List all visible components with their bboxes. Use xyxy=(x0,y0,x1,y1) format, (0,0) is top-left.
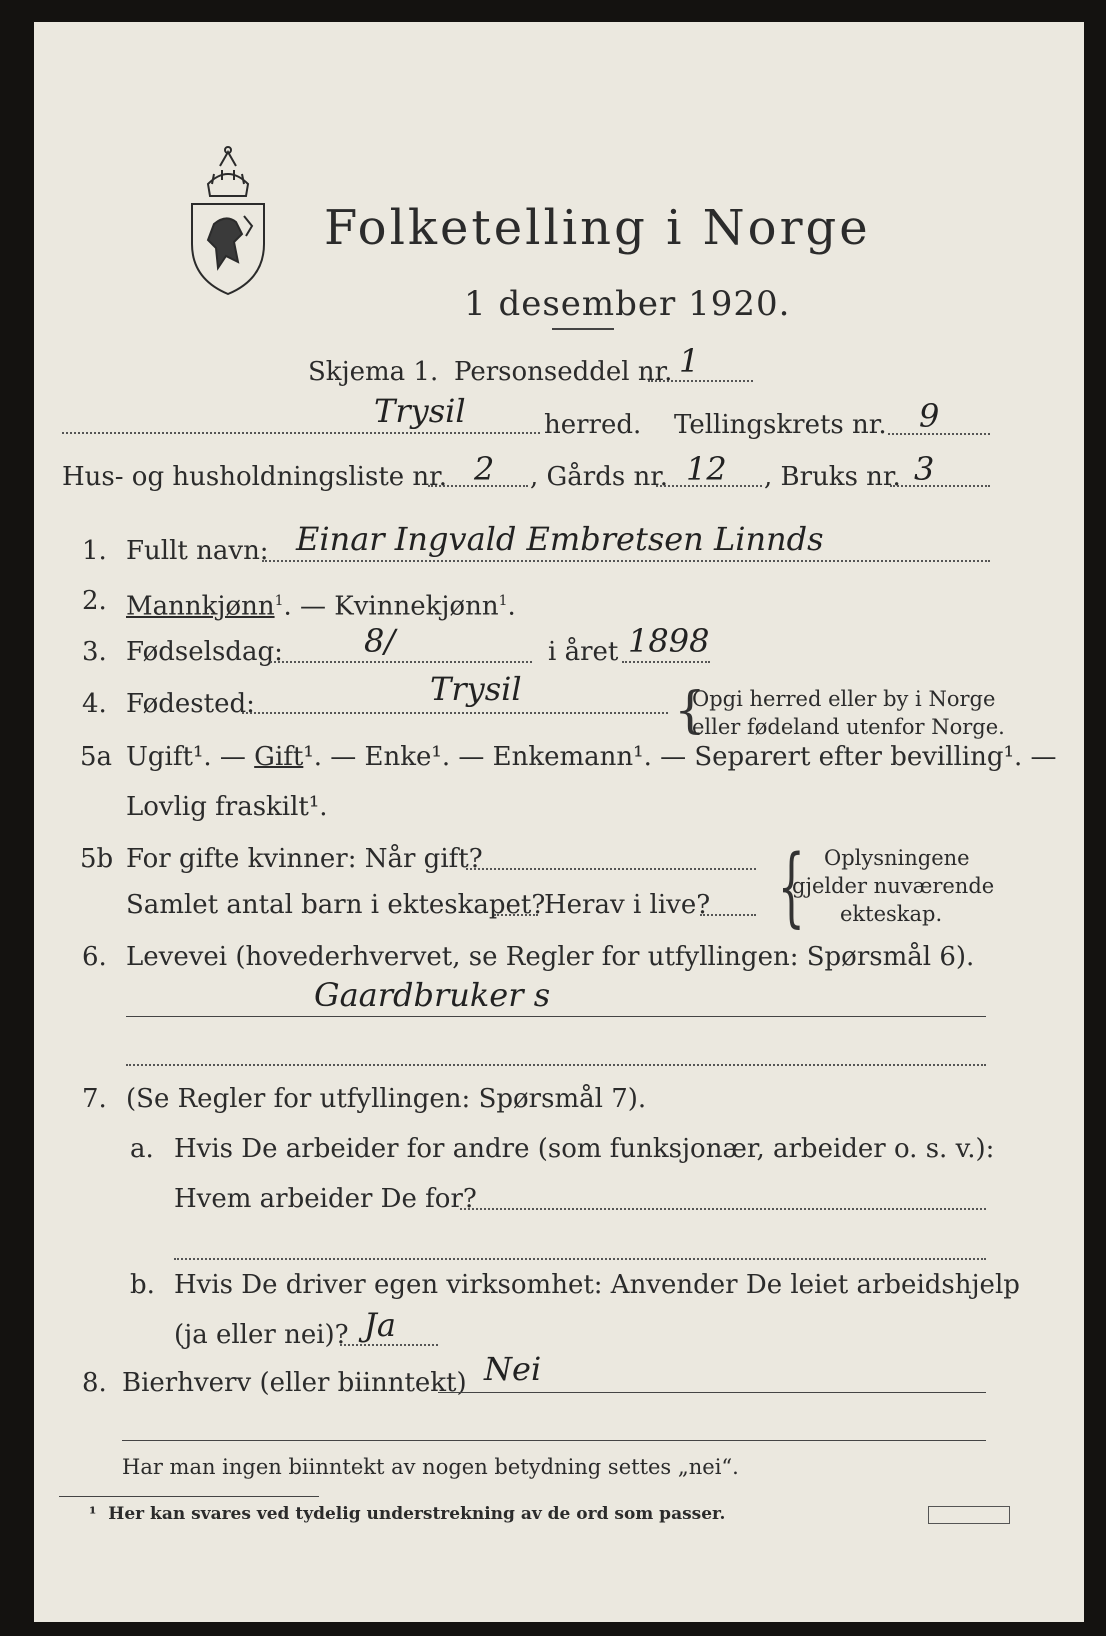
q4-note-line2: eller fødeland utenfor Norge. xyxy=(692,715,1005,739)
q7b-line xyxy=(340,1344,438,1346)
q5b-number: 5b xyxy=(80,844,114,874)
personseddel-label: Personseddel nr. xyxy=(454,357,673,387)
q7-number: 7. xyxy=(82,1084,107,1114)
q5b-note-line1: Oplysningene xyxy=(824,846,970,870)
footnote xyxy=(89,1504,725,1524)
q8-line1 xyxy=(438,1392,986,1393)
q2-footnote-mark-1: 1 xyxy=(274,593,284,609)
herred-value: Trysil xyxy=(374,392,466,430)
q4-number: 4. xyxy=(82,689,107,719)
q3-day-line xyxy=(270,661,532,663)
q7b-text: Hvis De driver egen virksomhet: Anvender De leiet arbeidshjelp xyxy=(174,1270,1020,1300)
husholdning-label: Hus- og husholdningsliste nr. xyxy=(62,462,448,492)
biinntekt-note: Har man ingen biinntekt av nogen betydning settes „nei“. xyxy=(122,1455,739,1479)
q7b-question: (ja eller nei)? xyxy=(174,1320,349,1350)
q1-value: Einar Ingvald Embretsen Linnds xyxy=(296,520,824,558)
q2-footnote-mark-2: 1 xyxy=(498,593,508,609)
q5a-line2: Lovlig fraskilt¹. xyxy=(126,792,328,822)
q8-label: Bierhverv (eller biinntekt) xyxy=(122,1368,467,1398)
tellingskrets-value: 9 xyxy=(919,397,940,435)
q5b-note-line3: ekteskap. xyxy=(840,902,943,926)
q7b-value: Ja xyxy=(364,1306,396,1344)
form-title: Folketelling i Norge xyxy=(324,200,871,256)
bruks-line xyxy=(890,485,990,487)
q8-number: 8. xyxy=(82,1368,107,1398)
q7a-line1 xyxy=(460,1208,986,1210)
personseddel-line xyxy=(648,380,753,382)
q5a-separator: ¹. — xyxy=(192,742,255,772)
gards-value: 12 xyxy=(686,450,727,488)
q7a-letter: a. xyxy=(130,1134,154,1164)
q3-year-value: 1898 xyxy=(628,622,710,660)
q5a-options xyxy=(126,742,1057,772)
q8-line2 xyxy=(122,1440,986,1441)
q3-number: 3. xyxy=(82,637,107,667)
q7a-question: Hvem arbeider De for? xyxy=(174,1184,477,1214)
q6-label: Levevei (hovederhvervet, se Regler for utfyllingen: Spørsmål 6). xyxy=(126,942,975,972)
q5a-other-options: ¹. — Enke¹. — Enkemann¹. — Separert efter bevilling¹. — xyxy=(303,742,1057,772)
q5b-line2a: Samlet antal barn i ekteskapet? xyxy=(126,890,546,920)
q5a-gift-option: Gift xyxy=(254,742,304,772)
q7a-text: Hvis De arbeider for andre (som funksjonær, arbeider o. s. v.): xyxy=(174,1134,995,1164)
q2-male-option: Mannkjønn xyxy=(126,591,275,622)
q3-year-label: i året xyxy=(548,637,619,667)
q5b-note-line2: gjelder nuværende xyxy=(792,874,995,898)
printer-stamp xyxy=(928,1506,1010,1524)
q2-end: . xyxy=(507,591,516,622)
q3-year-line xyxy=(622,661,710,663)
q1-line xyxy=(262,560,990,562)
gards-label: , Gårds nr. xyxy=(530,462,669,492)
q2-separator: . — xyxy=(283,591,335,622)
herred-line xyxy=(62,432,540,434)
bruks-label: , Bruks nr. xyxy=(764,462,901,492)
schema-label: Skjema 1. xyxy=(308,357,439,387)
q4-line xyxy=(242,712,668,714)
footnote-divider xyxy=(59,1496,319,1497)
husholdning-value: 2 xyxy=(474,450,495,488)
tellingskrets-label: Tellingskrets nr. xyxy=(674,410,887,440)
q7b-letter: b. xyxy=(130,1270,155,1300)
q5b-line2b: Herav i live? xyxy=(544,890,711,920)
q5b-note-brace: { xyxy=(777,837,806,937)
q2-options xyxy=(126,586,516,622)
census-date: 1 desember 1920. xyxy=(464,284,791,324)
herred-label: herred. xyxy=(544,410,642,440)
q1-label: Fullt navn: xyxy=(126,536,269,566)
census-form xyxy=(34,22,1084,1622)
q2-number: 2. xyxy=(82,586,107,616)
q3-label: Fødselsdag: xyxy=(126,637,283,667)
q6-value: Gaardbruker s xyxy=(314,976,551,1014)
q2-female-option: Kvinnekjønn xyxy=(334,591,499,622)
personseddel-value: 1 xyxy=(679,342,700,380)
q5b-line2a-fill xyxy=(494,914,538,916)
q6-line1 xyxy=(126,1016,986,1017)
q7a-line2 xyxy=(174,1258,986,1260)
bruks-value: 3 xyxy=(914,450,935,488)
q5b-line2b-fill xyxy=(700,914,756,916)
q4-note-brace: { xyxy=(674,681,706,739)
q3-day-value: 8/ xyxy=(364,622,396,660)
q4-note-line1: Opgi herred eller by i Norge xyxy=(692,687,996,711)
q5a-number: 5a xyxy=(80,742,113,772)
q7-label: (Se Regler for utfyllingen: Spørsmål 7). xyxy=(126,1084,647,1114)
title-divider xyxy=(552,328,614,330)
norwegian-coat-of-arms-icon xyxy=(186,144,270,299)
q5b-line1: For gifte kvinner: Når gift? xyxy=(126,844,483,874)
q4-value: Trysil xyxy=(430,670,522,708)
q6-number: 6. xyxy=(82,942,107,972)
q1-number: 1. xyxy=(82,536,107,566)
footnote-text: Her kan svares ved tydelig understrekning av de ord som passer. xyxy=(108,1504,726,1524)
q6-line2 xyxy=(126,1064,986,1066)
q5a-ugift-option: Ugift xyxy=(126,742,193,772)
footnote-mark: ¹ xyxy=(89,1504,97,1524)
q4-label: Fødested: xyxy=(126,689,255,719)
q5b-line1-fill xyxy=(466,868,756,870)
q8-value: Nei xyxy=(484,1350,542,1388)
